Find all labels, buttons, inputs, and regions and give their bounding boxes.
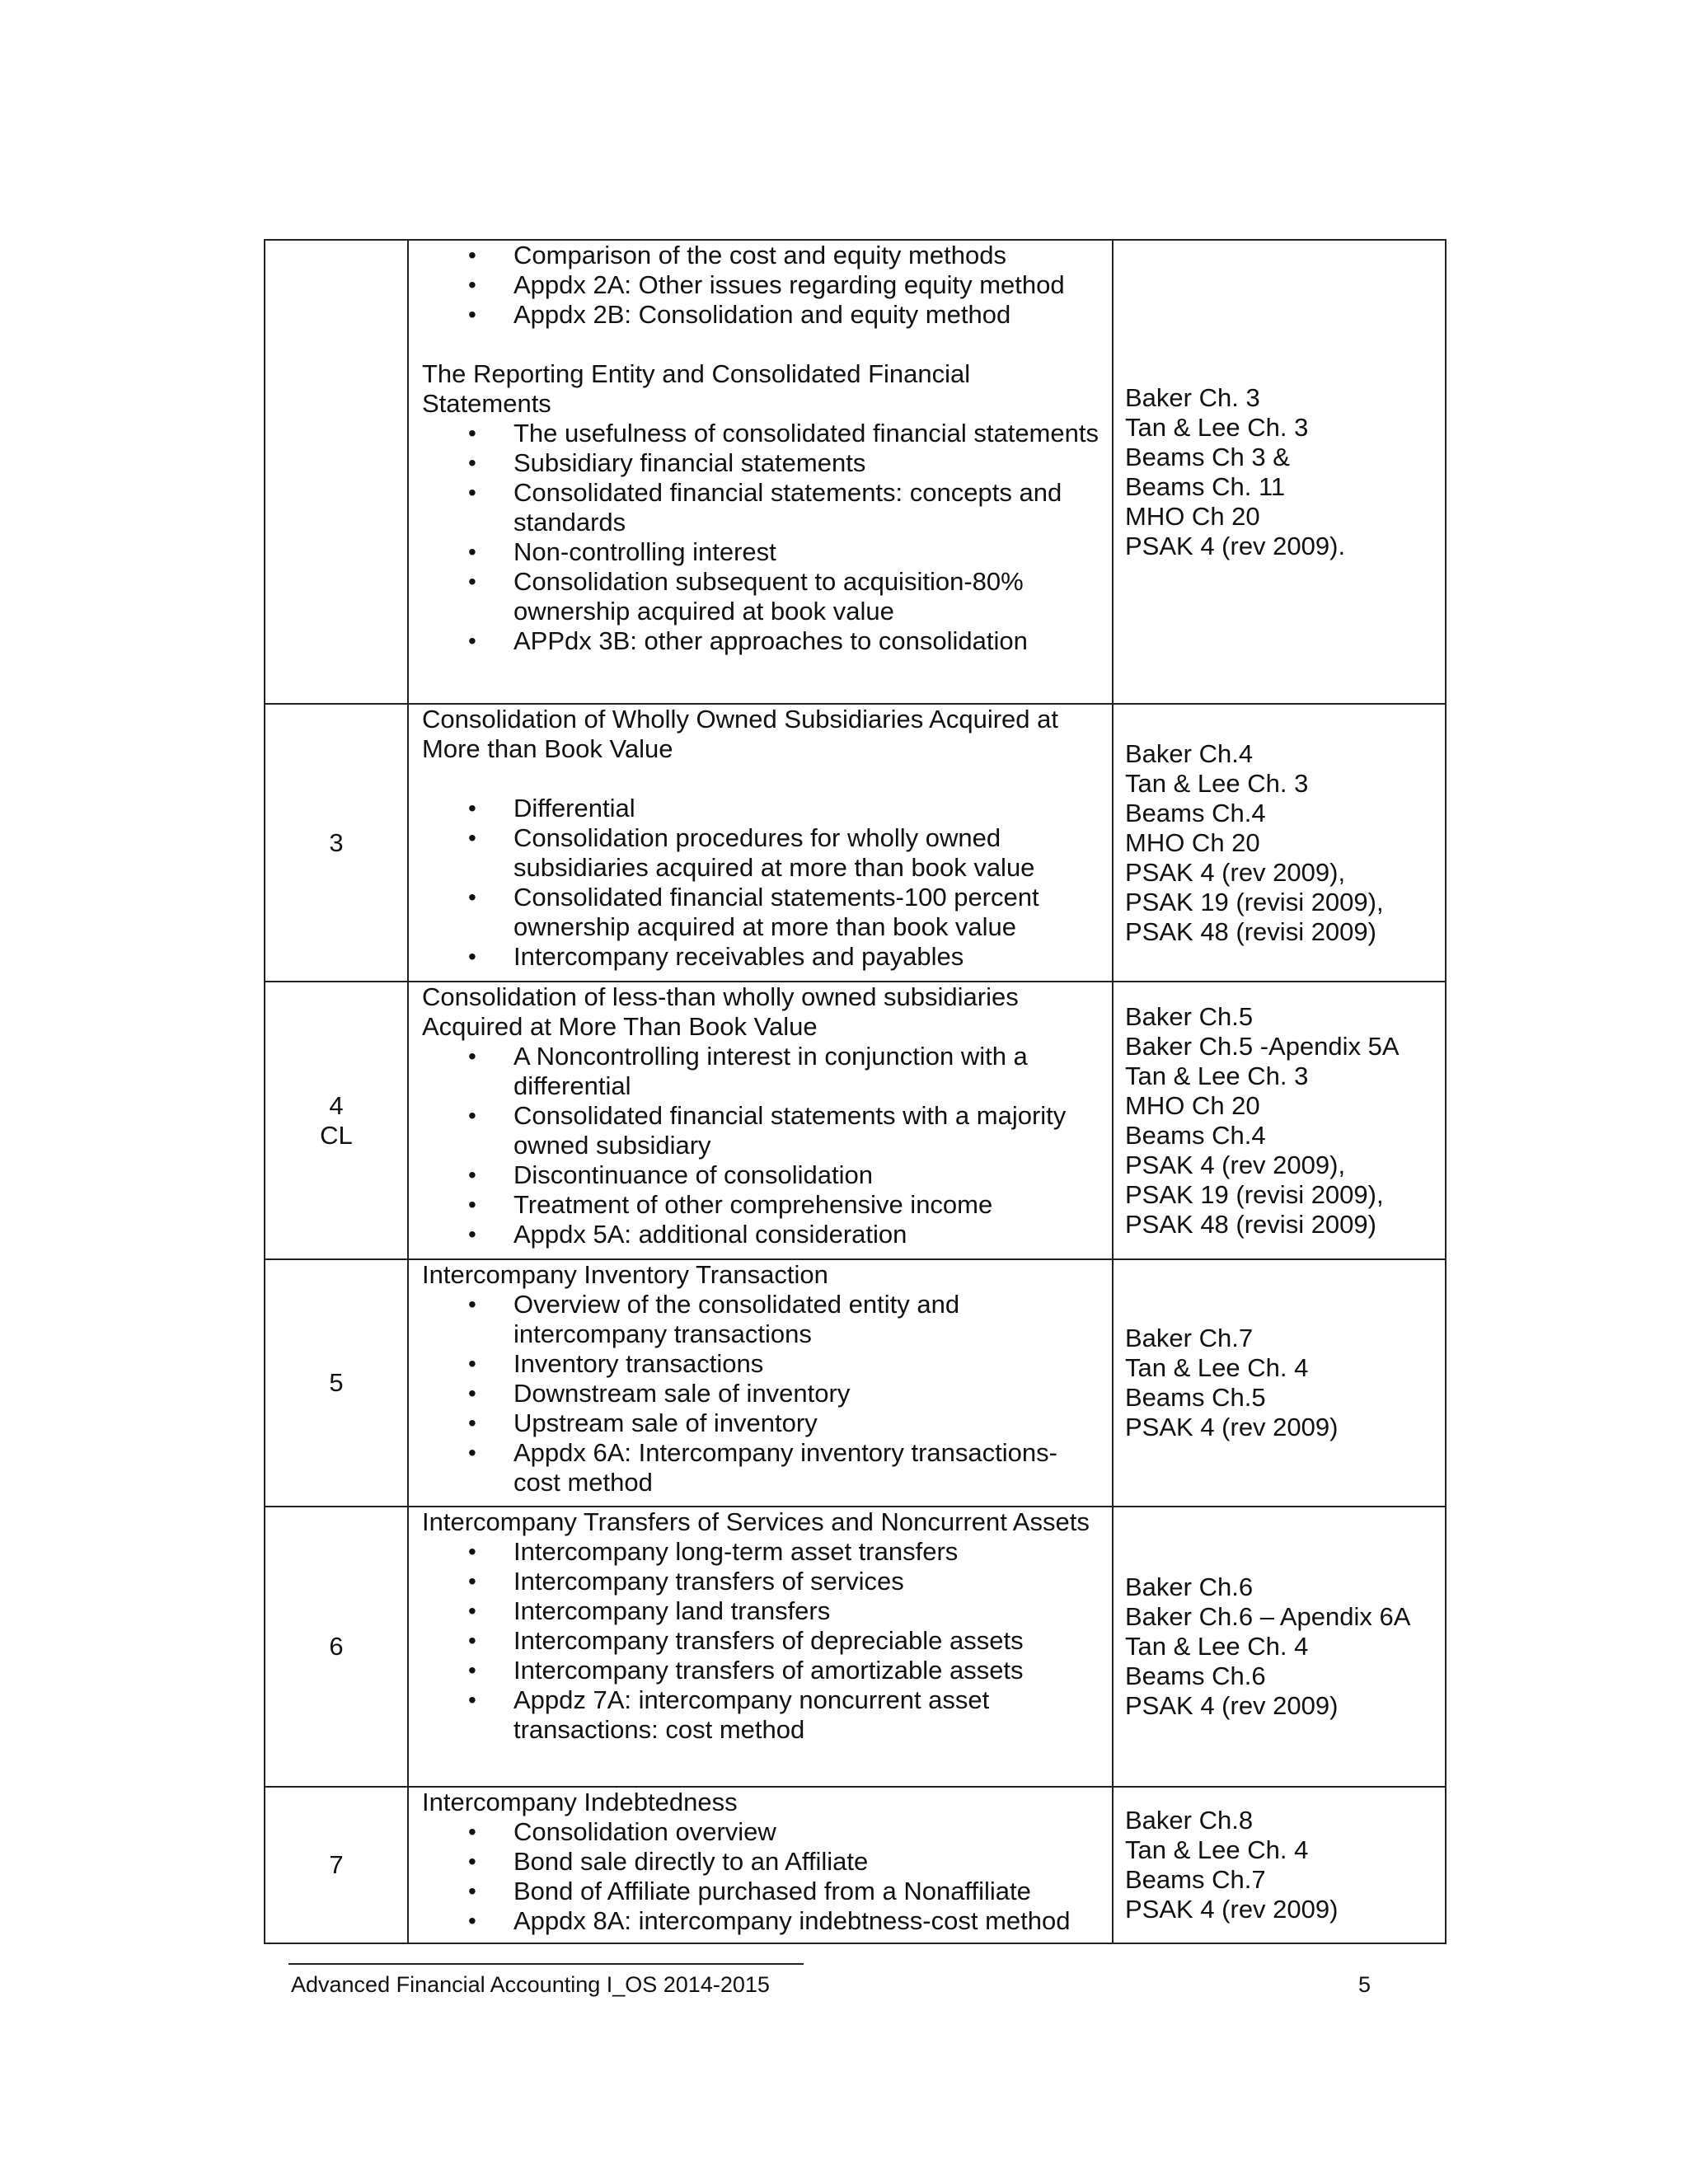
list-item: • Intercompany transfers of amortizable assets — [422, 1656, 1102, 1685]
reference-line: Tan & Lee Ch. 3 — [1125, 1061, 1309, 1090]
topic-cell — [408, 1507, 1113, 1787]
reference-line: PSAK 4 (rev 2009), — [1125, 1150, 1346, 1179]
list-item: • Subsidiary financial statements — [422, 448, 1102, 478]
reference-line: PSAK 19 (revisi 2009), — [1125, 887, 1384, 916]
list-item: • Appdx 8A: intercompany indebtness-cost method — [422, 1906, 1102, 1936]
list-item: • APPdx 3B: other approaches to consolidation — [422, 626, 1102, 656]
list-item: • Appdx 5A: additional consideration — [422, 1220, 1102, 1249]
reference-line: PSAK 4 (rev 2009) — [1125, 1895, 1339, 1924]
topic-list — [422, 241, 1102, 330]
list-item: • A Noncontrolling interest in conjunction with a differential — [422, 1042, 1102, 1101]
reference-line: PSAK 48 (revisi 2009) — [1125, 916, 1376, 946]
topic-cell — [408, 704, 1113, 982]
spacer — [422, 330, 1102, 359]
topic-cell — [408, 1787, 1113, 1943]
reference-line: MHO Ch 20 — [1125, 501, 1260, 531]
list-item: • Intercompany land transfers — [422, 1596, 1102, 1626]
reference-cell — [1113, 704, 1446, 982]
list-item: • Consolidation overview — [422, 1817, 1102, 1847]
list-item: • Appdx 6A: Intercompany inventory transactions-cost method — [422, 1438, 1102, 1497]
topic-heading: Intercompany Inventory Transaction — [422, 1260, 828, 1289]
reference-line: Baker Ch.8 — [1125, 1806, 1254, 1835]
reference-line: Tan & Lee Ch. 3 — [1125, 768, 1309, 798]
reference-line: Beams Ch.5 — [1125, 1383, 1266, 1412]
list-item: • Appdz 7A: intercompany noncurrent asset transactions: cost method — [422, 1685, 1102, 1745]
list-item: • Downstream sale of inventory — [422, 1379, 1102, 1408]
reference-line: Beams Ch.6 — [1125, 1661, 1266, 1690]
reference-cell — [1113, 1507, 1446, 1787]
reference-line: Baker Ch. 3 — [1125, 382, 1260, 412]
reference-line: MHO Ch 20 — [1125, 1090, 1260, 1120]
table-row — [265, 704, 1446, 982]
list-item: • Discontinuance of consolidation — [422, 1160, 1102, 1190]
topic-heading: Consolidation of less-than wholly owned subsidiaries Acquired at More Than Book Value — [422, 982, 1019, 1041]
list-item: • Consolidated financial statements-100 percent ownership acquired at more than book value — [422, 883, 1102, 942]
schedule-table-body — [265, 240, 1446, 1943]
topic-heading: Consolidation of Wholly Owned Subsidiaries Acquired at More than Book Value — [422, 705, 1058, 763]
week-label: 7 — [329, 1850, 344, 1879]
reference-cell — [1113, 1259, 1446, 1507]
reference-line: PSAK 4 (rev 2009) — [1125, 1691, 1339, 1720]
page-number: 5 — [1358, 1972, 1372, 1997]
reference-line: Beams Ch.4 — [1125, 798, 1266, 827]
list-item: • Intercompany long-term asset transfers — [422, 1537, 1102, 1567]
week-cell — [265, 982, 408, 1259]
topic-heading: The Reporting Entity and Consolidated Financial Statements — [422, 359, 971, 418]
week-cell — [265, 704, 408, 982]
reference-line: Baker Ch.4 — [1125, 738, 1254, 768]
topic-cell — [408, 1259, 1113, 1507]
week-cell — [265, 1259, 408, 1507]
reference-cell — [1113, 1787, 1446, 1943]
reference-line: Beams Ch.7 — [1125, 1865, 1266, 1894]
list-item: • Non-controlling interest — [422, 537, 1102, 567]
list-item: • Consolidation subsequent to acquisition-80% ownership acquired at book value — [422, 567, 1102, 626]
topic-cell — [408, 982, 1113, 1259]
list-item: • Overview of the consolidated entity and intercompany transactions — [422, 1290, 1102, 1349]
week-cell — [265, 1787, 408, 1943]
list-item: • Upstream sale of inventory — [422, 1408, 1102, 1438]
table-row — [265, 1787, 1446, 1943]
footer-rule — [288, 1963, 804, 1965]
list-item: • Bond sale directly to an Affiliate — [422, 1847, 1102, 1877]
list-item: • Appdx 2A: Other issues regarding equity method — [422, 270, 1102, 300]
list-item: • Intercompany transfers of services — [422, 1567, 1102, 1596]
table-row — [265, 1507, 1446, 1787]
reference-line: PSAK 4 (rev 2009), — [1125, 857, 1346, 887]
list-item: • Inventory transactions — [422, 1349, 1102, 1379]
topic-list — [422, 1537, 1102, 1745]
reference-line: Baker Ch.6 — [1125, 1572, 1254, 1601]
reference-line: Beams Ch. 11 — [1125, 471, 1286, 501]
topic-cell — [408, 240, 1113, 704]
reference-line: PSAK 4 (rev 2009). — [1125, 531, 1346, 560]
reference-line: Beams Ch.4 — [1125, 1120, 1266, 1150]
list-item: • Consolidated financial statements: concepts and standards — [422, 478, 1102, 537]
schedule-table — [264, 239, 1447, 1944]
reference-line: PSAK 19 (revisi 2009), — [1125, 1179, 1384, 1209]
list-item: • Intercompany transfers of depreciable assets — [422, 1626, 1102, 1656]
reference-cell — [1113, 982, 1446, 1259]
reference-line: Baker Ch.5 -Apendix 5A — [1125, 1031, 1400, 1061]
week-label: 6 — [329, 1632, 344, 1661]
table-row — [265, 240, 1446, 704]
list-item: • The usefulness of consolidated financial statements — [422, 419, 1102, 448]
week-cell — [265, 240, 408, 704]
list-item: • Intercompany receivables and payables — [422, 942, 1102, 972]
list-item: • Consolidation procedures for wholly owned subsidiaries acquired at more than book value — [422, 823, 1102, 883]
list-item: • Differential — [422, 794, 1102, 823]
topic-list — [422, 794, 1102, 972]
topic-list — [422, 1042, 1102, 1249]
reference-line: MHO Ch 20 — [1125, 827, 1260, 857]
week-label: 4 — [329, 1090, 344, 1120]
reference-line: Baker Ch.7 — [1125, 1324, 1254, 1352]
list-item: • Consolidated financial statements with a majority owned subsidiary — [422, 1101, 1102, 1160]
topic-list — [422, 1817, 1102, 1936]
topic-list — [422, 1290, 1102, 1497]
reference-cell — [1113, 240, 1446, 704]
week-label: CL — [320, 1120, 353, 1150]
list-item: • Treatment of other comprehensive income — [422, 1190, 1102, 1220]
week-label: 3 — [329, 827, 344, 857]
topic-heading: Intercompany Indebtedness — [422, 1788, 738, 1816]
table-row — [265, 982, 1446, 1259]
reference-line: PSAK 4 (rev 2009) — [1125, 1413, 1339, 1441]
reference-line: Tan & Lee Ch. 4 — [1125, 1632, 1309, 1661]
reference-line: Baker Ch.5 — [1125, 1001, 1254, 1031]
reference-line: Baker Ch.6 – Apendix 6A — [1125, 1602, 1411, 1631]
reference-line: Tan & Lee Ch. 4 — [1125, 1835, 1309, 1864]
reference-line: Tan & Lee Ch. 4 — [1125, 1353, 1309, 1382]
week-cell — [265, 1507, 408, 1787]
footer-title: Advanced Financial Accounting I_OS 2014-2015 — [291, 1972, 770, 1997]
week-label: 5 — [329, 1368, 344, 1397]
table-row — [265, 1259, 1446, 1507]
spacer — [422, 764, 1102, 794]
list-item: • Bond of Affiliate purchased from a Nonaffiliate — [422, 1877, 1102, 1906]
list-item: • Comparison of the cost and equity methods — [422, 241, 1102, 270]
reference-line: Beams Ch 3 & — [1125, 442, 1290, 471]
topic-list — [422, 419, 1102, 656]
reference-line: Tan & Lee Ch. 3 — [1125, 412, 1309, 442]
topic-heading: Intercompany Transfers of Services and Noncurrent Assets — [422, 1507, 1090, 1536]
reference-line: PSAK 48 (revisi 2009) — [1125, 1209, 1376, 1239]
list-item: • Appdx 2B: Consolidation and equity method — [422, 300, 1102, 330]
